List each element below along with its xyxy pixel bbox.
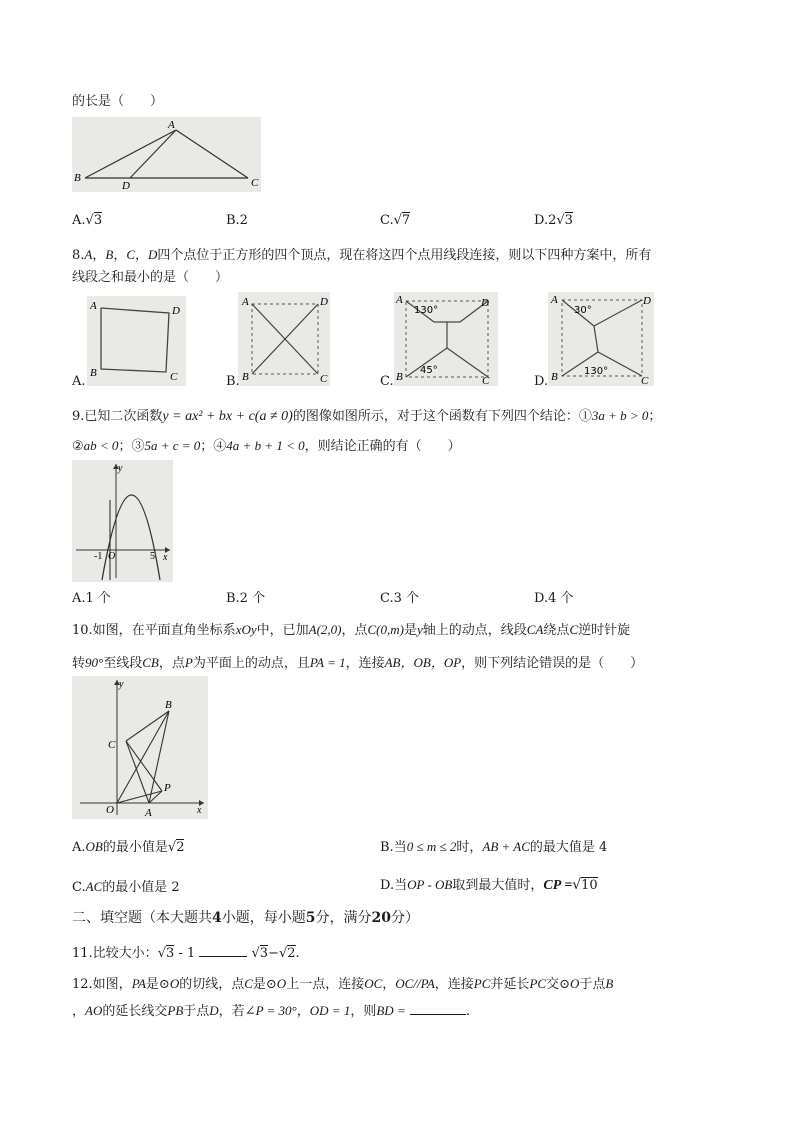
q10-text-f: 绕点 (543, 623, 570, 638)
q10-option-b (380, 838, 607, 857)
q10-opt-d-rad: 10 (581, 878, 598, 893)
q8c-label-d: D (481, 297, 489, 309)
q8c-label-c: C (482, 375, 490, 386)
q11-right-rad1: 3 (259, 946, 269, 961)
q8b-label-b: B (242, 371, 249, 383)
q8-option-b: B. (226, 374, 240, 389)
q7-option-d (534, 212, 573, 230)
q10-opt-b-pre: B.当 (380, 840, 407, 855)
sqrt-symbol: √ (393, 213, 402, 228)
sec2-text-b: 小题，每小题 (221, 910, 306, 926)
q12-pa: PA (131, 976, 146, 991)
q8d-label-d: D (643, 295, 651, 307)
q9-option-b: B.2 个 (226, 591, 266, 606)
q8b-label-c: C (320, 373, 328, 385)
sec2-text-c: 分，满分 (315, 910, 372, 926)
q8-number: 8. (72, 248, 85, 263)
q10-text-l: ，连接 (345, 656, 385, 671)
q8-figure-c (394, 292, 498, 386)
q12-pc: PC (473, 976, 491, 991)
q9-sep-3: ；③ (118, 439, 145, 454)
q9-option-d: D.4 个 (534, 591, 574, 606)
q12-oc: OC (364, 976, 383, 991)
q10-segs: AB，OB，OP (384, 655, 462, 670)
q7-option-a (72, 212, 102, 230)
q12-c: C (244, 976, 253, 991)
q10-label-p: P (164, 782, 171, 794)
q12-t-g: ，连接 (434, 977, 474, 992)
q7-option-a-label: A. (72, 213, 86, 228)
q12-angle: ∠P = 30° (244, 1003, 297, 1018)
sec2-total: 20 (371, 910, 391, 926)
q7-option-c-label: C. (380, 213, 394, 228)
q10-pa: PA = 1 (309, 655, 346, 670)
q11-prefix: 11.比较大小： (72, 946, 158, 961)
q10-text-m: ，则下列结论错误的是（ ） (461, 656, 644, 671)
q10-opt-b-cond: 0 ≤ m ≤ 2 (406, 839, 457, 854)
q10-cb: CB (142, 655, 159, 670)
q10-opt-a-pre: A. (72, 840, 86, 855)
q8c-angle-bottom: 45° (420, 365, 438, 376)
q12-t-f: ， (382, 977, 396, 992)
q10-label-o: O (106, 804, 114, 816)
q9-sep-4: ；④ (200, 439, 227, 454)
q12-t-a: 12.如图， (72, 977, 132, 992)
q7-label-a: A (168, 119, 175, 131)
q10-opt-b-expr: AB + AC (482, 839, 530, 854)
q9-formula: y = ax² + bx + c(a ≠ 0) (162, 409, 293, 424)
q8c-label-b: B (396, 371, 403, 383)
q10-option-c (72, 878, 180, 897)
q8a-label-c: C (170, 371, 178, 383)
q10-deg: 90° (85, 655, 104, 670)
q8-option-d: D. (534, 374, 549, 389)
q8-figure-b (238, 292, 330, 386)
q12-t-k: ， (72, 1004, 86, 1019)
q11-answer-blank[interactable] (199, 943, 247, 957)
q12-t-b: 是⊙ (145, 977, 170, 992)
q8c-label-a: A (396, 294, 403, 306)
q12-t-l: 的延长线交 (102, 1004, 168, 1019)
q12-answer-blank[interactable] (410, 1001, 466, 1015)
q9-rest: 的图像如图所示，对于这个函数有下列四个结论：① (292, 409, 592, 424)
q8-point-d: D (148, 247, 158, 262)
q9-circle-2: ② (72, 439, 84, 454)
q8-point-b: B (105, 247, 114, 262)
q9-parabola-figure (72, 460, 173, 582)
q10-opt-a-rad: 2 (176, 840, 185, 855)
sqrt-symbol: √ (85, 213, 94, 228)
q12-line2 (72, 1001, 470, 1021)
q9-axis-x-label: x (163, 552, 168, 563)
q10-opt-b-end: 的最大值是 4 (529, 840, 608, 855)
q8b-label-a: A (242, 296, 249, 308)
q8d-angle-bottom: 130° (584, 366, 609, 377)
q12-t-h: 并延长 (490, 977, 530, 992)
q9-conclusion-2: ab < 0 (83, 438, 119, 453)
q9-conclusion-4: 4a + b + 1 < 0 (226, 438, 305, 453)
q9-tick-minus1: -1 (94, 551, 103, 562)
q10-opt-c-seg: AC (85, 879, 103, 894)
sec2-text-d: 分） (390, 910, 419, 926)
q8-line2: 线段之和最小的是（ ） (72, 270, 229, 285)
sqrt-symbol: √ (157, 946, 166, 961)
q10-p: P (184, 655, 193, 670)
sec2-count: 4 (212, 910, 222, 926)
q7-option-c (380, 212, 410, 230)
q9-line2 (72, 437, 461, 456)
q8-option-c: C. (380, 374, 394, 389)
q10-line2 (72, 654, 643, 673)
q10-label-c: C (108, 739, 116, 751)
q10-opt-a-seg: OB (85, 839, 103, 854)
q10-line1 (72, 621, 630, 640)
q10-axis-y-label: y (119, 679, 124, 690)
q12-t-j: 于点 (579, 977, 606, 992)
q10-coordinate-figure (72, 676, 208, 819)
q10-label-a: A (145, 807, 152, 819)
q10-text-e: 轴上的动点，线段 (422, 623, 527, 638)
sqrt-symbol: √ (167, 840, 177, 855)
q10-y-axis: y (417, 622, 423, 637)
q7-option-a-radicand: 3 (93, 213, 103, 228)
q10-text-j: ，点 (158, 656, 185, 671)
q11-line (72, 943, 300, 963)
q10-opt-d-pre: D.当 (380, 878, 408, 893)
q7-option-c-radicand: 7 (401, 213, 411, 228)
q10-point-a: A(2,0) (308, 622, 342, 637)
q11-left-tail: - 1 (174, 946, 196, 961)
q12-line1 (72, 975, 613, 994)
q9-prefix: 9.已知二次函数 (72, 409, 163, 424)
q10-text-a: 10.如图，在平面直角坐标系 (72, 623, 236, 638)
q11-end: . (295, 946, 300, 961)
q12-t-p: ，则 (350, 1004, 377, 1019)
q8d-label-b: B (551, 371, 558, 383)
q10-opt-a-mid: 的最小值是 (102, 840, 168, 855)
q10-opt-c-pre: C. (72, 880, 86, 895)
q12-end: . (465, 1004, 470, 1019)
q10-opt-d-mid: 取到最大值时， (452, 878, 544, 893)
q10-text-c: ，点 (341, 623, 368, 638)
q8a-label-a: A (90, 300, 97, 312)
q12-pc2: PC (529, 976, 547, 991)
q9-line1: 9.已知二次函数y = ax² + bx + c(a ≠ 0)的图像如图所示，对于这个函数有下列四个结论：①3a + b > 0； (72, 408, 662, 424)
sec2-points: 5 (305, 910, 316, 926)
q8-option-a: A. (72, 374, 86, 389)
q12-parallel: OC//PA (395, 976, 435, 991)
q9-line2-end: ，则结论正确的有（ ） (304, 439, 461, 454)
q12-bd: BD = (376, 1003, 406, 1018)
q7-triangle-figure (72, 117, 261, 192)
q8a-label-d: D (172, 305, 180, 317)
q12-o1: O (169, 976, 180, 991)
q8b-label-d: D (320, 296, 328, 308)
q8d-angle-top: 30° (574, 305, 592, 316)
q12-t-i: 交⊙ (546, 977, 570, 992)
section-2-title (72, 909, 419, 927)
q10-axis-x-label: x (197, 805, 202, 816)
q12-t-e: 上一点，连接 (286, 977, 365, 992)
q8c-angle-top: 130° (414, 305, 439, 316)
q12-t-n: ，若 (218, 1004, 245, 1019)
q12-t-o: ， (296, 1004, 310, 1019)
q10-ca: CA (526, 622, 544, 637)
q10-text-h: 转 (72, 656, 86, 671)
q12-ao: AO (85, 1003, 103, 1018)
q11-right-rad2: 2 (287, 946, 296, 961)
sqrt-symbol: √ (556, 213, 565, 228)
q12-t-c: 的切线，点 (179, 977, 245, 992)
q9-option-c: C.3 个 (380, 591, 420, 606)
q9-origin-label: O (108, 551, 116, 562)
q12-b: B (605, 976, 614, 991)
q9-conclusion-1: 3a + b > 0 (591, 408, 649, 423)
q10-xoy: xOy (235, 622, 257, 637)
q8d-label-c: C (641, 375, 649, 386)
q10-opt-c-end: 的最小值是 2 (102, 880, 180, 895)
q10-text-d: 是 (403, 623, 417, 638)
q10-point-c: C(0,m) (367, 622, 404, 637)
q10-opt-d-val: CP = (543, 878, 573, 893)
q10-c: C (569, 622, 579, 637)
q7-option-d-label: D.2 (534, 213, 557, 228)
sqrt-symbol: √ (278, 946, 288, 961)
q12-od: OD = 1 (309, 1003, 351, 1018)
q8-figure-a (87, 296, 186, 386)
q12-o3: O (569, 976, 580, 991)
q12-d: D (209, 1003, 219, 1018)
q9-axis-y-label: y (118, 463, 123, 474)
q8d-label-a: A (551, 294, 558, 306)
q12-t-d: 是⊙ (252, 977, 277, 992)
q10-text-k: 为平面上的动点，且 (192, 656, 310, 671)
q7-tail-text: 的长是（ ） (72, 94, 164, 109)
q9-option-a: A.1 个 (72, 591, 111, 606)
sqrt-symbol: √ (572, 877, 582, 893)
q9-conclusion-3: 5a + c = 0 (144, 438, 201, 453)
q10-option-a (72, 838, 184, 857)
q10-text-i: 至线段 (103, 656, 143, 671)
q8-point-a: A (84, 247, 93, 262)
q12-o2: O (276, 976, 287, 991)
q10-option-d (380, 876, 598, 895)
q11-left-rad: 3 (165, 946, 175, 961)
q9-tick-5: 5 (150, 551, 155, 562)
q7-label-c: C (251, 177, 259, 189)
q8a-label-b: B (90, 367, 97, 379)
q8-line1-rest: 四个点位于正方形的四个顶点，现在将这四个点用线段连接，则以下四种方案中，所有 (157, 248, 652, 263)
sqrt-symbol: √ (251, 946, 260, 961)
q8-point-c: C (126, 247, 136, 262)
q7-option-d-radicand: 3 (564, 213, 573, 228)
q12-t-m: 于点 (183, 1004, 210, 1019)
q7-label-b: B (74, 172, 81, 184)
q10-text-b: 中，已加 (256, 623, 309, 638)
q10-opt-b-mid: 时， (456, 840, 483, 855)
q7-option-b: B.2 (226, 213, 248, 228)
q7-label-d: D (122, 180, 130, 192)
sec2-text-a: 二、填空题（本大题共 (72, 910, 212, 926)
q11-minus: − (268, 946, 279, 961)
q10-text-g: 逆时针旋 (578, 623, 631, 638)
q10-opt-d-expr: OP - OB (407, 877, 453, 892)
q8-figure-d (548, 292, 654, 386)
q12-pb: PB (167, 1003, 184, 1018)
q8-line1: 8.A，B，C，D四个点位于正方形的四个顶点，现在将这四个点用线段连接，则以下四种方案中，所有 (72, 247, 652, 263)
q10-label-b: B (165, 699, 172, 711)
